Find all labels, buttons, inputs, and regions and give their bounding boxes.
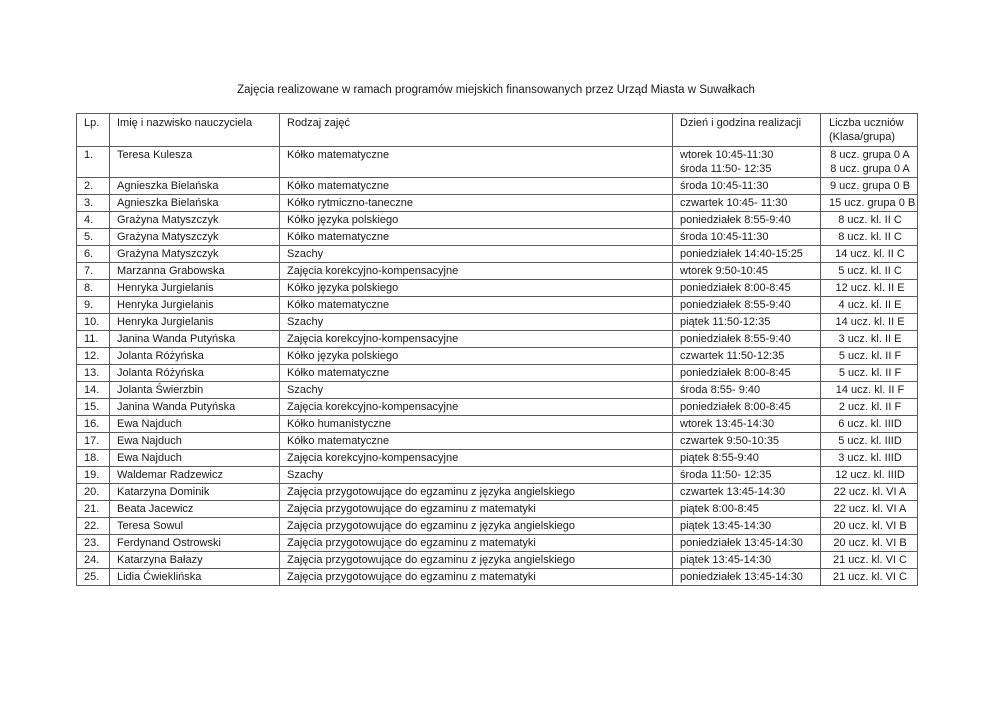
cell-students-line: 20 ucz. kl. VI B bbox=[833, 537, 907, 549]
cell-teacher: Grażyna Matyszczyk bbox=[110, 229, 280, 246]
cell-lp: 9. bbox=[77, 297, 110, 314]
cell-lp: 19. bbox=[77, 467, 110, 484]
cell-teacher: Janina Wanda Putyńska bbox=[110, 331, 280, 348]
cell-schedule-line: środa 10:45-11:30 bbox=[680, 231, 769, 243]
cell-lp: 2. bbox=[77, 178, 110, 195]
table-body bbox=[77, 147, 918, 586]
cell-students-line: 8 ucz. grupa 0 A bbox=[830, 163, 910, 175]
table-header bbox=[77, 114, 918, 147]
table-row bbox=[77, 518, 918, 535]
cell-activity: Zajęcia korekcyjno-kompensacyjne bbox=[280, 450, 673, 467]
table-row bbox=[77, 263, 918, 280]
cell-activity: Kółko języka polskiego bbox=[280, 280, 673, 297]
cell-schedule bbox=[673, 552, 821, 569]
cell-activity: Kółko matematyczne bbox=[280, 147, 673, 178]
cell-schedule-line: środa 11:50- 12:35 bbox=[680, 469, 772, 481]
cell-schedule-line: poniedziałek 8:00-8:45 bbox=[680, 401, 791, 413]
cell-schedule bbox=[673, 348, 821, 365]
cell-students-line: 9 ucz. grupa 0 B bbox=[829, 180, 911, 192]
cell-students-line: 21 ucz. kl. VI C bbox=[833, 571, 907, 583]
cell-activity: Zajęcia przygotowujące do egzaminu z matematyki bbox=[280, 501, 673, 518]
cell-schedule bbox=[673, 365, 821, 382]
cell-schedule-line: środa 8:55- 9:40 bbox=[680, 384, 761, 396]
cell-lp: 25. bbox=[77, 569, 110, 586]
cell-schedule-line: czwartek 10:45- 11:30 bbox=[680, 197, 788, 209]
table-row bbox=[77, 280, 918, 297]
cell-activity: Kółko matematyczne bbox=[280, 229, 673, 246]
cell-teacher: Lidia Ćwieklińska bbox=[110, 569, 280, 586]
cell-schedule bbox=[673, 280, 821, 297]
cell-teacher: Katarzyna Bałazy bbox=[110, 552, 280, 569]
table-row bbox=[77, 297, 918, 314]
cell-schedule bbox=[673, 382, 821, 399]
cell-schedule-line: poniedziałek 8:55-9:40 bbox=[680, 299, 791, 311]
table-row bbox=[77, 229, 918, 246]
table-row bbox=[77, 348, 918, 365]
table-row bbox=[77, 501, 918, 518]
cell-students bbox=[821, 263, 918, 280]
table-row bbox=[77, 212, 918, 229]
cell-teacher: Jolanta Świerzbin bbox=[110, 382, 280, 399]
table-row bbox=[77, 484, 918, 501]
cell-schedule bbox=[673, 535, 821, 552]
cell-students bbox=[821, 178, 918, 195]
cell-students bbox=[821, 450, 918, 467]
cell-activity: Kółko matematyczne bbox=[280, 178, 673, 195]
cell-students bbox=[821, 297, 918, 314]
table-row bbox=[77, 552, 918, 569]
cell-students bbox=[821, 195, 918, 212]
column-header-students bbox=[821, 114, 918, 147]
cell-lp: 7. bbox=[77, 263, 110, 280]
cell-schedule bbox=[673, 147, 821, 178]
cell-schedule-line: czwartek 13:45-14:30 bbox=[680, 486, 786, 498]
cell-teacher: Henryka Jurgielanis bbox=[110, 280, 280, 297]
cell-students-line: 21 ucz. kl. VI C bbox=[833, 554, 907, 566]
cell-lp: 3. bbox=[77, 195, 110, 212]
cell-lp: 24. bbox=[77, 552, 110, 569]
cell-students-line: 3 ucz. kl. II E bbox=[838, 333, 902, 345]
cell-schedule bbox=[673, 263, 821, 280]
cell-lp: 23. bbox=[77, 535, 110, 552]
cell-students bbox=[821, 331, 918, 348]
cell-teacher: Ewa Najduch bbox=[110, 433, 280, 450]
cell-lp: 8. bbox=[77, 280, 110, 297]
cell-schedule-line: poniedziałek 13:45-14:30 bbox=[680, 571, 803, 583]
cell-teacher: Grażyna Matyszczyk bbox=[110, 246, 280, 263]
table-row bbox=[77, 382, 918, 399]
table-row bbox=[77, 178, 918, 195]
cell-schedule bbox=[673, 314, 821, 331]
cell-activity: Kółko języka polskiego bbox=[280, 348, 673, 365]
cell-students-line: 14 ucz. kl. II F bbox=[835, 384, 905, 396]
cell-teacher: Teresa Sowul bbox=[110, 518, 280, 535]
cell-lp: 10. bbox=[77, 314, 110, 331]
cell-students-line: 8 ucz. kl. II C bbox=[838, 231, 902, 243]
cell-teacher: Grażyna Matyszczyk bbox=[110, 212, 280, 229]
cell-teacher: Ewa Najduch bbox=[110, 450, 280, 467]
table-row bbox=[77, 314, 918, 331]
cell-schedule bbox=[673, 195, 821, 212]
cell-activity: Zajęcia korekcyjno-kompensacyjne bbox=[280, 399, 673, 416]
cell-teacher: Agnieszka Bielańska bbox=[110, 195, 280, 212]
cell-schedule-line: piątek 13:45-14:30 bbox=[680, 554, 772, 566]
cell-students bbox=[821, 433, 918, 450]
cell-students bbox=[821, 348, 918, 365]
table-row bbox=[77, 399, 918, 416]
cell-students-line: 4 ucz. kl. II E bbox=[838, 299, 902, 311]
cell-lp: 6. bbox=[77, 246, 110, 263]
cell-activity: Kółko matematyczne bbox=[280, 433, 673, 450]
cell-teacher: Jolanta Różyńska bbox=[110, 348, 280, 365]
cell-teacher: Janina Wanda Putyńska bbox=[110, 399, 280, 416]
cell-students bbox=[821, 399, 918, 416]
cell-lp: 4. bbox=[77, 212, 110, 229]
cell-schedule-line: poniedziałek 8:55-9:40 bbox=[680, 214, 791, 226]
cell-lp: 13. bbox=[77, 365, 110, 382]
cell-teacher: Teresa Kulesza bbox=[110, 147, 280, 178]
cell-schedule-line: piątek 11:50-12:35 bbox=[680, 316, 771, 328]
cell-activity: Zajęcia przygotowujące do egzaminu z języka angielskiego bbox=[280, 484, 673, 501]
page-title: Zajęcia realizowane w ramach programów miejskich finansowanych przez Urząd Miasta w Suwałkach bbox=[237, 84, 755, 96]
cell-students bbox=[821, 535, 918, 552]
cell-students bbox=[821, 484, 918, 501]
cell-students bbox=[821, 229, 918, 246]
cell-lp: 12. bbox=[77, 348, 110, 365]
cell-students bbox=[821, 467, 918, 484]
cell-students-line: 14 ucz. kl. II E bbox=[835, 316, 905, 328]
cell-lp: 5. bbox=[77, 229, 110, 246]
cell-activity: Kółko matematyczne bbox=[280, 365, 673, 382]
cell-teacher: Ferdynand Ostrowski bbox=[110, 535, 280, 552]
cell-schedule-line: środa 11:50- 12:35 bbox=[680, 163, 772, 175]
cell-students-line: 5 ucz. kl. II F bbox=[838, 367, 902, 379]
cell-activity: Zajęcia korekcyjno-kompensacyjne bbox=[280, 263, 673, 280]
cell-teacher: Henryka Jurgielanis bbox=[110, 297, 280, 314]
cell-activity: Kółko języka polskiego bbox=[280, 212, 673, 229]
cell-teacher: Marzanna Grabowska bbox=[110, 263, 280, 280]
cell-schedule bbox=[673, 212, 821, 229]
cell-students bbox=[821, 569, 918, 586]
cell-teacher: Waldemar Radzewicz bbox=[110, 467, 280, 484]
cell-schedule bbox=[673, 331, 821, 348]
cell-activity: Zajęcia przygotowujące do egzaminu z matematyki bbox=[280, 569, 673, 586]
table-row bbox=[77, 331, 918, 348]
column-header-lp: Lp. bbox=[77, 114, 110, 147]
cell-schedule bbox=[673, 246, 821, 263]
cell-students-line: 6 ucz. kl. IIID bbox=[838, 418, 902, 430]
column-header-students-line1: Liczba uczniów bbox=[829, 117, 904, 129]
table-row bbox=[77, 535, 918, 552]
cell-students bbox=[821, 518, 918, 535]
cell-schedule-line: wtorek 13:45-14:30 bbox=[680, 418, 775, 430]
cell-students-line: 8 ucz. kl. II C bbox=[838, 214, 902, 226]
activities-table bbox=[76, 113, 918, 586]
cell-schedule-line: poniedziałek 14:40-15:25 bbox=[680, 248, 803, 260]
cell-teacher: Henryka Jurgielanis bbox=[110, 314, 280, 331]
cell-students-line: 20 ucz. kl. VI B bbox=[833, 520, 907, 532]
cell-students bbox=[821, 314, 918, 331]
column-header-teacher: Imię i nazwisko nauczyciela bbox=[110, 114, 280, 147]
cell-activity: Szachy bbox=[280, 467, 673, 484]
column-header-students-line2: (Klasa/grupa) bbox=[829, 131, 896, 143]
cell-activity: Zajęcia przygotowujące do egzaminu z matematyki bbox=[280, 535, 673, 552]
cell-schedule-line: czwartek 9:50-10:35 bbox=[680, 435, 780, 447]
table-row bbox=[77, 569, 918, 586]
cell-schedule bbox=[673, 450, 821, 467]
cell-students-line: 22 ucz. kl. VI A bbox=[833, 486, 907, 498]
cell-teacher: Jolanta Różyńska bbox=[110, 365, 280, 382]
cell-students-line: 5 ucz. kl. II C bbox=[838, 265, 902, 277]
cell-activity: Kółko humanistyczne bbox=[280, 416, 673, 433]
cell-activity: Szachy bbox=[280, 246, 673, 263]
cell-schedule-line: piątek 8:55-9:40 bbox=[680, 452, 759, 464]
cell-activity: Szachy bbox=[280, 314, 673, 331]
cell-students-line: 15 ucz. grupa 0 B bbox=[829, 197, 916, 209]
cell-schedule bbox=[673, 229, 821, 246]
table-row bbox=[77, 246, 918, 263]
cell-students bbox=[821, 365, 918, 382]
cell-students-line: 5 ucz. kl. II F bbox=[838, 350, 902, 362]
table-row bbox=[77, 365, 918, 382]
cell-students-line: 14 ucz. kl. II C bbox=[835, 248, 905, 260]
cell-students bbox=[821, 416, 918, 433]
cell-students-line: 2 ucz. kl. II F bbox=[838, 401, 902, 413]
cell-teacher: Katarzyna Dominik bbox=[110, 484, 280, 501]
cell-schedule-line: poniedziałek 13:45-14:30 bbox=[680, 537, 803, 549]
cell-activity: Zajęcia przygotowujące do egzaminu z języka angielskiego bbox=[280, 518, 673, 535]
cell-schedule bbox=[673, 569, 821, 586]
cell-lp: 22. bbox=[77, 518, 110, 535]
cell-students bbox=[821, 382, 918, 399]
table-row bbox=[77, 450, 918, 467]
cell-activity: Zajęcia korekcyjno-kompensacyjne bbox=[280, 331, 673, 348]
cell-students-line: 12 ucz. kl. IIID bbox=[835, 469, 905, 481]
cell-students bbox=[821, 501, 918, 518]
table-row bbox=[77, 147, 918, 178]
cell-students-line: 8 ucz. grupa 0 A bbox=[830, 149, 910, 161]
cell-schedule-line: poniedziałek 8:00-8:45 bbox=[680, 282, 791, 294]
cell-schedule bbox=[673, 467, 821, 484]
cell-lp: 15. bbox=[77, 399, 110, 416]
cell-teacher: Agnieszka Bielańska bbox=[110, 178, 280, 195]
cell-activity: Szachy bbox=[280, 382, 673, 399]
cell-schedule bbox=[673, 433, 821, 450]
cell-schedule bbox=[673, 416, 821, 433]
cell-activity: Kółko matematyczne bbox=[280, 297, 673, 314]
cell-students bbox=[821, 280, 918, 297]
cell-lp: 14. bbox=[77, 382, 110, 399]
cell-students bbox=[821, 246, 918, 263]
cell-lp: 11. bbox=[77, 331, 110, 348]
cell-students-line: 3 ucz. kl. IIID bbox=[838, 452, 902, 464]
cell-schedule-line: poniedziałek 8:55-9:40 bbox=[680, 333, 791, 345]
cell-lp: 1. bbox=[77, 147, 110, 178]
cell-lp: 18. bbox=[77, 450, 110, 467]
table-row bbox=[77, 467, 918, 484]
cell-schedule-line: piątek 13:45-14:30 bbox=[680, 520, 772, 532]
cell-schedule-line: poniedziałek 8:00-8:45 bbox=[680, 367, 791, 379]
cell-lp: 17. bbox=[77, 433, 110, 450]
cell-students-line: 5 ucz. kl. IIID bbox=[838, 435, 902, 447]
cell-schedule bbox=[673, 178, 821, 195]
cell-schedule bbox=[673, 518, 821, 535]
cell-activity: Zajęcia przygotowujące do egzaminu z języka angielskiego bbox=[280, 552, 673, 569]
column-header-activity: Rodzaj zajęć bbox=[280, 114, 673, 147]
cell-lp: 20. bbox=[77, 484, 110, 501]
cell-schedule-line: wtorek 9:50-10:45 bbox=[680, 265, 769, 277]
cell-schedule-line: środa 10:45-11:30 bbox=[680, 180, 769, 192]
table-row bbox=[77, 195, 918, 212]
cell-schedule bbox=[673, 501, 821, 518]
cell-activity: Kółko rytmiczno-taneczne bbox=[280, 195, 673, 212]
cell-schedule bbox=[673, 297, 821, 314]
cell-students bbox=[821, 147, 918, 178]
cell-lp: 16. bbox=[77, 416, 110, 433]
cell-students bbox=[821, 552, 918, 569]
cell-schedule-line: czwartek 11:50-12:35 bbox=[680, 350, 785, 362]
cell-students-line: 12 ucz. kl. II E bbox=[835, 282, 905, 294]
cell-schedule-line: wtorek 10:45-11:30 bbox=[680, 149, 774, 161]
cell-students-line: 22 ucz. kl. VI A bbox=[833, 503, 907, 515]
cell-lp: 21. bbox=[77, 501, 110, 518]
cell-schedule-line: piątek 8:00-8:45 bbox=[680, 503, 759, 515]
cell-teacher: Ewa Najduch bbox=[110, 416, 280, 433]
cell-teacher: Beata Jacewicz bbox=[110, 501, 280, 518]
column-header-schedule: Dzień i godzina realizacji bbox=[673, 114, 821, 147]
cell-students bbox=[821, 212, 918, 229]
cell-schedule bbox=[673, 399, 821, 416]
table-row bbox=[77, 433, 918, 450]
cell-schedule bbox=[673, 484, 821, 501]
header-row bbox=[77, 114, 918, 147]
table-row bbox=[77, 416, 918, 433]
